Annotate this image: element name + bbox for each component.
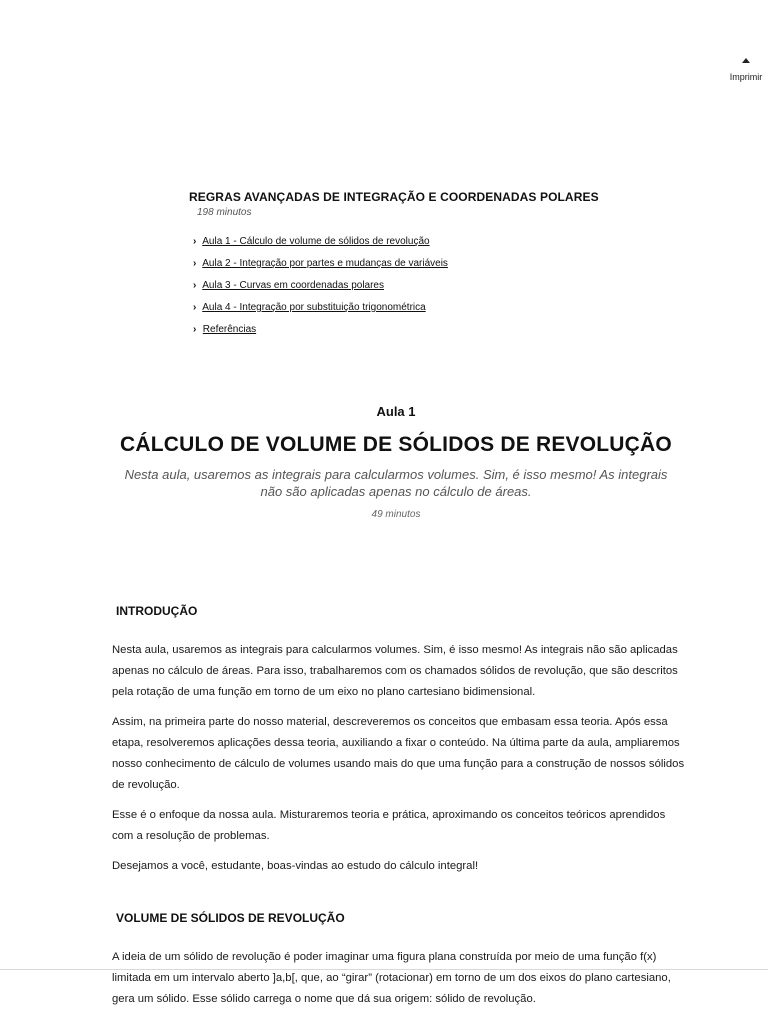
toc-link-aula-4[interactable]: Aula 4 - Integração por substituição trigonométrica xyxy=(202,302,426,313)
toc-link-referencias[interactable]: Referências xyxy=(202,324,257,335)
chevron-right-icon: › xyxy=(193,258,197,269)
lesson-content xyxy=(112,604,688,1019)
lesson-number: Aula 1 xyxy=(376,404,416,419)
table-of-contents xyxy=(189,190,649,341)
divider xyxy=(0,969,768,970)
module-title: REGRAS AVANÇADAS DE INTEGRAÇÃO E COORDENADAS POLARES xyxy=(189,190,599,204)
paragraph: Esse é o enfoque da nossa aula. Misturaremos teoria e prática, aproximando os conceitos teóricos aprendidos com a resolução de problemas. xyxy=(112,809,666,842)
section-heading-volume: VOLUME DE SÓLIDOS DE REVOLUÇÃO xyxy=(116,911,345,925)
section-heading-introducao: INTRODUÇÃO xyxy=(116,604,198,618)
toc-item xyxy=(193,297,649,319)
module-duration: 198 minutos xyxy=(197,207,252,218)
print-label: Imprimir xyxy=(729,72,763,82)
toc-item xyxy=(193,231,649,253)
lesson-header xyxy=(80,404,712,520)
toc-item xyxy=(193,253,649,275)
toc-list xyxy=(193,231,649,341)
chevron-right-icon: › xyxy=(193,236,197,247)
caret-up-icon xyxy=(742,58,750,63)
paragraph: Desejamos a você, estudante, boas-vindas ao estudo do cálculo integral! xyxy=(112,860,479,872)
paragraph: Assim, na primeira parte do nosso material, descreveremos os conceitos que embasam essa teoria. Após essa etapa, resolveremos aplicações dessa teoria, auxiliando a fixar o conteúdo. Na última parte da aula, ampliaremos nosso conhecimento de cálculo de volumes usando mais do que uma função para a construção de nossos sólidos de revolução. xyxy=(112,716,685,791)
chevron-right-icon: › xyxy=(193,324,197,335)
paragraph: Nesta aula, usaremos as integrais para calcularmos volumes. Sim, é isso mesmo! As integrais não são aplicadas apenas no cálculo de áreas. Para isso, trabalharemos com os chamados sólidos de revolução, que são descritos pela rotação de uma função em torno de um eixo no plano cartesiano bidimensional. xyxy=(112,644,678,698)
print-button[interactable] xyxy=(726,58,766,85)
chevron-right-icon: › xyxy=(193,280,197,291)
lesson-duration: 49 minutos xyxy=(371,509,421,520)
toc-link-aula-1[interactable]: Aula 1 - Cálculo de volume de sólidos de revolução xyxy=(202,236,430,247)
toc-link-aula-3[interactable]: Aula 3 - Curvas em coordenadas polares xyxy=(202,280,384,291)
lesson-title: CÁLCULO DE VOLUME DE SÓLIDOS DE REVOLUÇÃO xyxy=(120,433,672,456)
paragraph: A ideia de um sólido de revolução é poder imaginar uma figura plana construída por meio de uma função f(x) limitada em um intervalo aberto ]a,b[, que, ao “girar” (rotacionar) em torno de um dos eixos do plano cartesiano, gera um sólido. Esse sólido carrega o nome que dá sua origem: sólido de revolução. xyxy=(112,951,671,1005)
chevron-right-icon: › xyxy=(193,302,197,313)
toc-link-aula-2[interactable]: Aula 2 - Integração por partes e mudanças de variáveis xyxy=(202,258,448,269)
toc-item xyxy=(193,319,649,341)
lesson-subtitle: Nesta aula, usaremos as integrais para calcularmos volumes. Sim, é isso mesmo! As integrais não são aplicadas apenas no cálculo de áreas. xyxy=(124,467,668,499)
toc-item xyxy=(193,275,649,297)
